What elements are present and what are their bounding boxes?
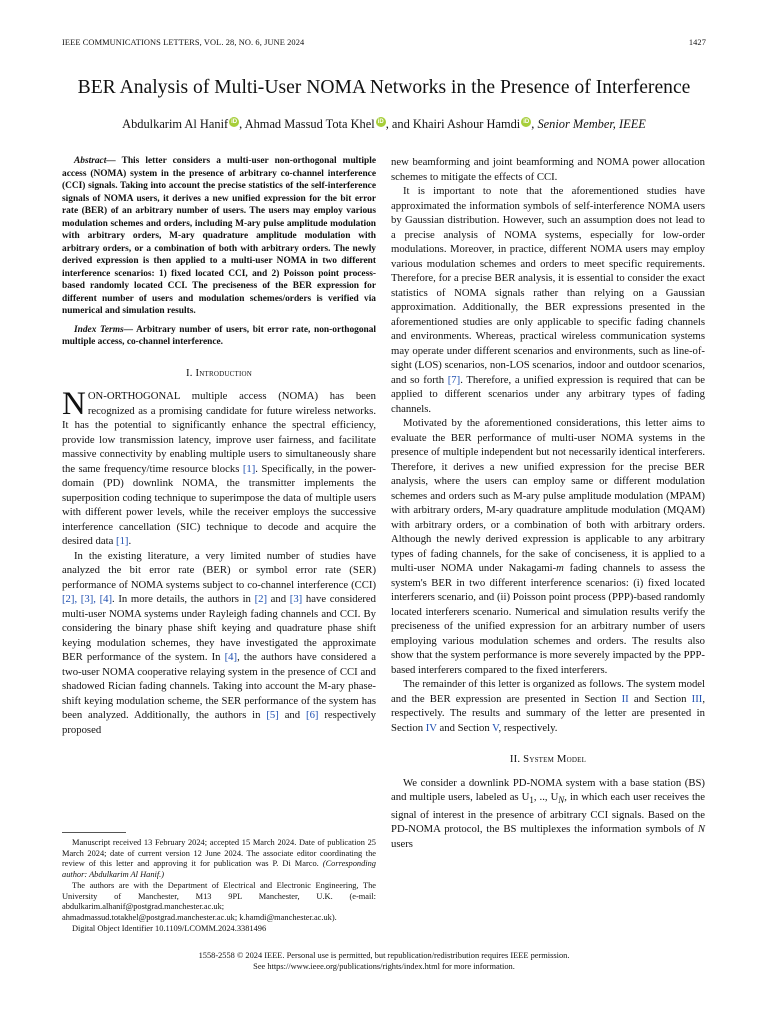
intro-paragraph: NON-ORTHOGONAL multiple access (NOMA) has been recognized as a promising candidate for future wireless networks. It has the potential to significantly enhance the spectral efficiency, provide low transmission latency, improve user fairness, and facilitate massive connectivity by enabling multiple users to simultaneously share the same frequency/time resource blocks [1]. Specifically, in the power-domain (PD) downlink NOMA, the transmitter implements the superposition coding technique to superimpose the data of multiple users with different power levels, while the receiver employs the successive interference cancellation (SIC) technique to decode and acquire the desired data [1]. — [62, 386, 376, 547]
citation-link[interactable]: [2] — [254, 593, 268, 605]
citation-link[interactable]: [1] — [242, 462, 256, 475]
right-column — [391, 155, 705, 851]
footnote — [62, 838, 376, 934]
orcid-icon[interactable]: iD — [523, 119, 530, 125]
copyright-line: 1558-2558 © 2024 IEEE. Personal use is permitted, but republication/redistribution requires IEEE permission. — [198, 951, 570, 960]
author-list: Abdulkarim Al Hanif iD , Ahmad Massud Tota Khel iD , and Khairi Ashour Hamdi iD , Senior Member, IEEE — [122, 117, 646, 131]
left-column — [62, 155, 376, 737]
footnote-affiliation: The authors are with the Department of Electrical and Electronic Engineering, The University of Manchester, M13 9PL Manchester, U.K. (e-mail: abdulkarim.alhanif@postgrad.manchester.ac.uk; ahmadmassud.totakhel@postgrad.manchester.ac.uk; k.hamdi@manchester.ac.uk). — [62, 880, 376, 922]
citation-link[interactable]: [5] — [266, 709, 279, 721]
author-name: Abdulkarim Al Hanif — [122, 117, 229, 131]
body-paragraph: It is important to note that the aforementioned studies have approximated the information symbols of self-interference NOMA users by Gaussian distribution. However, such an assumption does not lead to a precise analysis of NOMA systems, especially for low-order modulations. Moreover, in practice, different NOMA users may employ various modulation schemes and orders to meet specific requirements. Therefore, for a precise BER analysis, it is essential to consider the exact statistics of NOMA signals rather than relying on a Gaussian approximation. Additionally, the BER expressions presented in the aforementioned studies are only applicable to specific fading channels and environments. Whereas, practical wireless communication systems may operate under different scenarios and environments, such as line-of-sight (LOS) scenarios, non-LOS scenarios, indoor and outdoor scenarios, and so forth [7]. Therefore, a unified expression is required that can be applied to different scenarios under any arbitrary types of fading channels. — [391, 185, 705, 415]
abstract: Abstract— This letter considers a multi-user non-orthogonal multiple access (NOMA) system in the presence of arbitrary co-channel interference (CCI) signals. Taking into account the precise statistics of the self-interference signals of NOMA users, it derives a new unified expression for the bit error rate (BER) of an arbitrary number of users. The users may employ various modulation schemes and orders, including M-ary pulse amplitude modulation with arbitrary orders, M-ary quadrature amplitude modulation with arbitrary orders, or a combination of both with arbitrary orders. The newly derived expression is then applied to a multi-user NOMA in two different interference scenarios: 1) fixed located CCI, and 2) Poisson point process-based randomly located CCI. The preciseness of the BER expression for different number of users and modulation schemes/orders is verified via numerical and simulation results. — [62, 156, 376, 316]
intro-paragraph: In the existing literature, a very limited number of studies have analyzed the bit error rate (BER) or symbol error rate (SER) performance of NOMA systems subject to co-channel interference (CCI) [2], [3], [4]. In more details, the authors in [2] and [3] have considered multi-user NOMA systems under Rayleigh fading channels and CCI. By considering the binary phase shift keying and quadrature phase shift keying modulation schemes, they have investigated the approximate BER performance of the system. In [4], the authors have considered a two-user NOMA cooperative relaying system in the presence of CCI and shadowed Rician fading channels. Taking into account the M-ary phase-shift keying modulation scheme, the SER performance of the system has been analyzed. Additionally, the authors in [5] and [6] respectively proposed — [62, 549, 377, 736]
index-terms: Index Terms— Arbitrary number of users, bit error rate, non-orthogonal multiple access, co-channel interference. — [62, 324, 377, 347]
citation-link[interactable]: [6] — [306, 709, 319, 721]
citation-link[interactable]: [1] — [116, 535, 129, 547]
page-number: 1427 — [688, 38, 706, 47]
body-paragraph: new beamforming and joint beamforming and NOMA power allocation schemes to mitigate the effects of CCI. — [391, 156, 705, 183]
section-link[interactable]: II — [621, 692, 629, 705]
body-paragraph: We consider a downlink PD-NOMA system with a base station (BS) and multiple users, labeled as $U_1$, .., $U_N$, in which each user receives the signal of interest in the presence of arbitrary CCI signals. Based on the PD-NOMA protocol, the BS multiplexes the information symbols of N users — [391, 776, 706, 850]
body-paragraph: The remainder of this letter is organized as follows. The system model and the BER expression are presented in Section II and Section III, respectively. The results and summary of the letter are presented in Section IV and Section V, respectively. — [391, 678, 705, 734]
abstract-text: This letter considers a multi-user non-orthogonal multiple access (NOMA) system in the presence of arbitrary co-channel interference (CCI) signals. Taking into account the precise statistics of the self-interference signals of NOMA users, it derives a new unified expression for the bit error rate (BER) of an arbitrary number of users. The users may employ various modulation schemes and orders, including M-ary pulse amplitude modulation with arbitrary orders, M-ary quadrature amplitude modulation with arbitrary orders, or a combination of both with arbitrary orders. The newly derived expression is then applied to a multi-user NOMA in two different interference scenarios: 1) fixed located CCI, and 2) Poisson point process-based randomly located CCI. The preciseness of the BER expression for different number of users and modulation schemes/orders is verified via numerical and simulation results. — [62, 156, 376, 316]
section-link[interactable]: IV — [425, 721, 437, 734]
section-link[interactable]: V — [492, 721, 499, 734]
citation-link[interactable]: [4] — [224, 651, 238, 663]
running-head — [62, 38, 706, 50]
section-heading-introduction: I. Introduction — [185, 366, 253, 379]
citation-link[interactable]: [2], [3], [4] — [62, 593, 113, 605]
rights-line: See https://www.ieee.org/publications/rights/index.html for more information. — [253, 962, 515, 971]
author-name: Khairi Ashour Hamdi — [412, 117, 521, 131]
author-name: Ahmad Massud Tota Khel — [244, 117, 375, 131]
copyright-notice — [0, 950, 768, 972]
journal-name: IEEE COMMUNICATIONS LETTERS, VOL. 28, NO. 6, JUNE 2024 — [62, 38, 305, 47]
index-terms-label: Index Terms — [74, 324, 124, 335]
footnote-doi: Digital Object Identifier 10.1109/LCOMM.2024.3381496 — [72, 923, 267, 933]
footnote-manuscript: Manuscript received 13 February 2024; accepted 15 March 2024. Date of publication 25 March 2024; date of current version 12 June 2024. The associate editor coordinating the review of this letter and approving it for publication was P. Di Marco. (Corresponding author: Abdulkarim Al Hanif.) — [62, 838, 376, 880]
paper-title: BER Analysis of Multi-User NOMA Networks in the Presence of Interference — [77, 77, 691, 98]
drop-cap: N — [62, 386, 86, 422]
section-link[interactable]: III — [691, 692, 703, 705]
body-paragraph: Motivated by the aforementioned considerations, this letter aims to evaluate the BER performance of multi-user NOMA systems in the presence of multiple independent but not necessarily identical interferers. Therefore, it derives a new unified expression for the precise BER analysis, where the users can employ same or different modulation schemes and orders such as M-ary pulse amplitude modulation (MPAM) with arbitrary orders, M-ary quadrature amplitude modulation (MQAM) with arbitrary orders, or a combination of both with arbitrary orders. Although the newly derived expression is applicable to any arbitrary types of fading channels, for the sake of conciseness, it is applied to a multi-user NOMA under Nakagami-m fading channels to assess the system's BER in two different interference scenarios: (i) fixed located interferers scenario, and (ii) Poisson point process (PPP)-based randomly located interferers scenario. Numerical and simulation results verify the preciseness of the unified expression for an arbitrary number of users employing various modulation schemes and orders. The results also show that the system performance is more severely impacted by the PPP-based interferers compared to the fixed interferers. — [391, 417, 706, 676]
footnote-rule — [62, 832, 126, 833]
index-terms-text: Arbitrary number of users, bit error rate, non-orthogonal multiple access, co-channel interference. — [62, 324, 377, 347]
section-heading-system-model: II. System Model — [509, 753, 587, 765]
orcid-icon[interactable]: iD — [231, 119, 238, 125]
orcid-icon[interactable]: iD — [377, 119, 384, 125]
abstract-label: Abstract — [74, 156, 107, 166]
citation-link[interactable]: [3] — [289, 593, 303, 605]
author-membership: Senior Member, IEEE — [537, 117, 646, 131]
citation-link[interactable]: [7] — [447, 373, 461, 386]
